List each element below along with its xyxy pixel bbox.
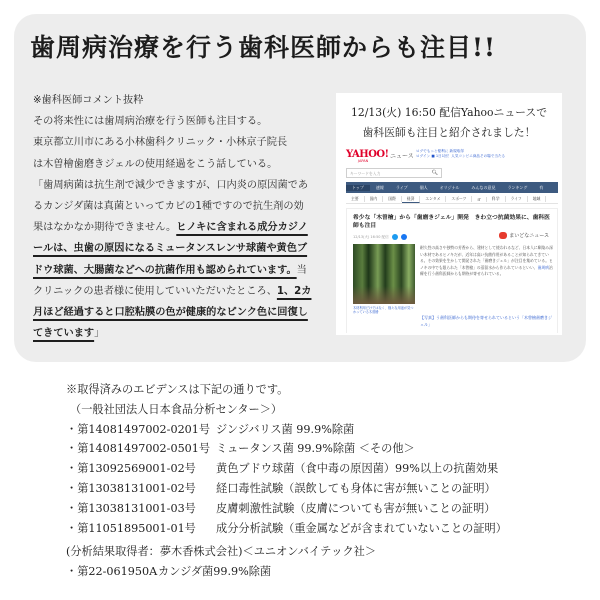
evidence-item [66, 439, 586, 459]
comment-intro-line: は木曽檜歯磨きジェルの使用経過をこう話している。 [33, 158, 278, 170]
subnav-tab[interactable]: 地域 [528, 196, 547, 202]
source-logo-icon [499, 232, 507, 239]
evidence-code: ・第13038131001-02号 [66, 481, 196, 495]
subnav-tab[interactable]: エンタメ [420, 196, 446, 202]
evidence-org: （一般社団法人日本食品分析センター＞） [70, 402, 283, 416]
quote-end: 」 [94, 328, 105, 340]
yahoo-search-input[interactable] [346, 168, 442, 178]
body-text: 耐久性の高さや独特の芳香から、建材として使われるなど、日本人に馴染み深い木材であるヒノキだが、近年は高い抗菌作用があることが知られてきている。その効果を生かして開発された「歯磨きジェル」が注目を集めている。ヒノキの中でも限られた「木曽檜」の蒸留水から作られているといい、 [420, 245, 553, 270]
yahoo-sub-nav [346, 195, 558, 204]
yahoo-logo: YAHOO! [346, 149, 389, 160]
quote-emphasis: 1、2カ月ほど経過すると口腔粘膜の色が健康的なピンク色に回復してきています [33, 285, 312, 340]
article-source [499, 232, 549, 239]
facebook-icon[interactable] [401, 234, 407, 240]
quote-emphasis: ヒノキに含まれる成分カジノールは、虫歯の原因になるミュータンスレンサ球菌や黄色ブドウ球菌、大腸菌などへの抗菌作用も認められています。 [33, 222, 308, 276]
evidence-code: ・第14081497002-0501号 [66, 442, 211, 456]
body-link[interactable]: 歯周病 [537, 264, 549, 270]
evidence-item [66, 499, 586, 519]
comment-intro-line: 東京都立川市にある小林歯科クリニック・小林京子院長 [33, 137, 288, 149]
evidence-heading: ※取得済みのエビデンスは下記の通りです。 [66, 383, 289, 396]
evidence-code: ・第13092569001-02号 [66, 462, 196, 476]
related-photo-link[interactable]: 【写真】う歯科医師からも期待を寄せられているという「木曽檜歯磨きジェル」 [420, 315, 552, 327]
article-date: 12/13(火) 16:50 配信 [353, 234, 389, 239]
evidence-list [66, 380, 586, 538]
quote-text: 「歯周病菌は抗生剤で減少できますが、口内炎の原因菌であるカンジダ菌は真菌といってカビの1種ですので抗生剤の効果はなかなか期待できません。 [33, 179, 309, 234]
evidence-desc: 皮膚刺激性試験（皮膚についても害が無いことの証明） [216, 501, 496, 515]
evidence-item [66, 459, 586, 479]
nav-tab[interactable]: 個人 [419, 184, 428, 190]
evidence-desc: 黄色ブドウ球菌（食中毒の原因菌）99%以上の抗菌効果 [216, 462, 499, 476]
evidence-item [66, 519, 586, 539]
subnav-tab[interactable]: IT [472, 197, 486, 202]
yahoo-article [346, 208, 558, 333]
subnav-tab[interactable]: 科学 [487, 196, 506, 202]
subnav-tab[interactable]: 国際 [383, 196, 402, 202]
forest-photo[interactable] [353, 244, 415, 304]
subnav-tab[interactable]: ライフ [506, 196, 528, 202]
news-caption [336, 103, 562, 143]
news-caption-line: 12/13(火) 16:50 配信Yahooニュースで [350, 106, 548, 119]
analysis-heading: (分析結果取得者：夢木香株式会社)＜ユニオンバイテック社＞ [66, 545, 377, 558]
source-name: まいどなニュース [509, 233, 549, 239]
nav-tab[interactable]: 速報 [375, 184, 384, 190]
nav-tab[interactable]: トップ [346, 185, 370, 191]
analysis-list [66, 542, 586, 582]
photo-caption: 木材利用だけではなく、様々な用途が見つかっている木曽檜 [353, 306, 414, 315]
yahoo-screenshot [344, 148, 558, 333]
page-headline: 歯周病治療を行う歯科医師からも注目!! [30, 33, 496, 62]
evidence-item [66, 420, 586, 440]
article-title[interactable]: 希少な「木曽檜」から「歯磨きジェル」開発 きわ立つ抗菌効果に、歯科医師も注目 [353, 215, 550, 229]
comment-heading: ※歯科医師コメント抜粋 [33, 95, 144, 106]
analysis-desc: カンジダ菌99.9%除菌 [158, 564, 272, 578]
yahoo-section-label: ニュース [390, 153, 414, 160]
news-caption-line: 歯科医師も注目と紹介されました！ [362, 126, 536, 139]
nav-tab[interactable]: ランキング [507, 184, 528, 190]
promo-line: ログイン ■ 1日1回！人気コンビニ商品その場で当たる [416, 154, 506, 158]
search-placeholder: キーワードを入力 [350, 171, 381, 176]
evidence-desc: 成分分析試験（重金属などが含まれていないことの証明） [216, 521, 507, 535]
comment-intro-line: その将来性には歯周病治療を行う医師も注目する。 [33, 116, 268, 128]
evidence-code: ・第11051895001-01号 [66, 521, 196, 535]
article-body [420, 245, 554, 278]
subnav-tab[interactable]: 国内 [365, 196, 384, 202]
analysis-item [66, 562, 586, 582]
yahoo-header [344, 148, 558, 164]
evidence-desc: 経口毒性試験（誤飲しても身体に害が無いことの証明） [216, 481, 496, 495]
quote-text: 当クリニックの患者様に使用していいただいたところ、 [33, 264, 307, 297]
twitter-icon[interactable] [392, 234, 398, 240]
evidence-desc: ミュータンス菌 99.9%除菌 ＜その他＞ [216, 442, 415, 456]
promo-line: ログでもっと便利に 新規取得 [416, 149, 464, 153]
article-meta [353, 234, 407, 240]
dentist-comment [33, 90, 313, 344]
search-icon[interactable]: 🔍︎ [431, 170, 438, 176]
evidence-item [66, 479, 586, 499]
evidence-desc: ジンジバリス菌 99.9%除菌 [216, 422, 355, 436]
evidence-code: ・第14081497002-0201号 [66, 422, 211, 436]
nav-tab[interactable]: ライブ [395, 184, 408, 190]
nav-tab[interactable]: 有 [539, 184, 544, 190]
yahoo-main-nav [346, 182, 558, 193]
subnav-tab[interactable]: スポーツ [446, 196, 472, 202]
nav-tab[interactable]: オリジナル [439, 184, 460, 190]
analysis-code: ・第22-061950A [66, 564, 158, 578]
body-text: 治療を行う歯科医師からも期待が寄せられている。 [420, 264, 553, 277]
subnav-tab[interactable]: 主要 [346, 196, 365, 202]
evidence-code: ・第13038131001-03号 [66, 501, 196, 515]
nav-tab[interactable]: みんなの意見 [471, 184, 496, 190]
dentist-quote [33, 175, 313, 345]
yahoo-logo-sub: JAPAN [358, 159, 369, 163]
subnav-tab[interactable]: 経済 [402, 196, 421, 203]
yahoo-promo [416, 149, 505, 159]
yahoo-news-card [336, 93, 562, 335]
